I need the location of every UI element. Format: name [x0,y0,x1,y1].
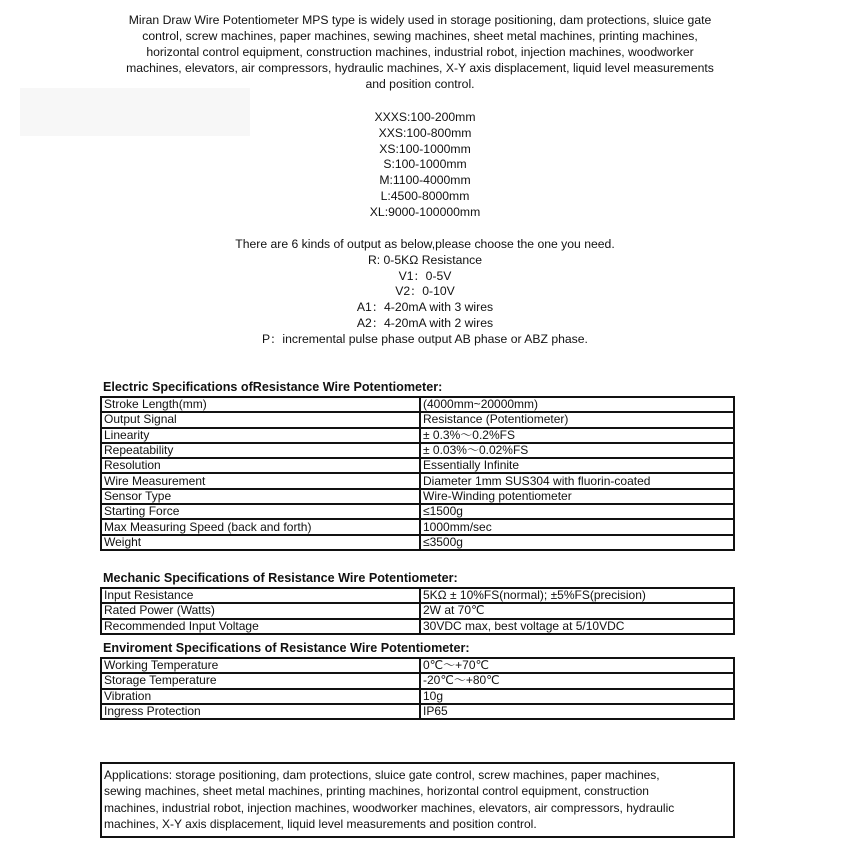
applications-line: machines, industrial robot, injection machines, woodworker machines, elevators, air compressors, hydraulic [104,800,675,815]
spec-value: Wire-Winding potentiometer [420,489,734,504]
intro-line: horizontal control equipment, construction machines, industrial robot, injection machines, woodworker [146,45,694,59]
table-row [101,535,734,550]
mechanic-spec-table [100,587,735,635]
applications-box [100,762,735,838]
table-row [101,428,734,443]
spec-key: Repeatability [101,443,420,458]
output-options [0,237,850,348]
spec-key: Rated Power (Watts) [101,603,420,618]
intro-line: control, screw machines, paper machines, sewing machines, sheet metal machines, printing machines, [142,29,698,43]
spec-key: Stroke Length(mm) [101,397,420,412]
applications-line: sewing machines, sheet metal machines, printing machines, horizontal control equipment, construction [104,784,649,799]
output-item: V2：0-10V [395,284,455,299]
spec-value: Essentially Infinite [420,458,734,473]
intro-line: Miran Draw Wire Potentiometer MPS type is widely used in storage positioning, dam protections, sluice gate [128,13,712,27]
spec-key: Input Resistance [101,588,420,603]
applications-line: Applications: storage positioning, dam protections, sluice gate control, screw machines, paper machines, [104,768,660,782]
table-row [101,504,734,519]
table-row [101,619,734,634]
output-heading: There are 6 kinds of output as below,please choose the one you need. [235,237,615,251]
table-row [101,397,734,412]
mechanic-spec-title: Mechanic Specifications of Resistance Wire Potentiometer: [103,571,458,585]
spec-key: Sensor Type [101,489,420,504]
range-item: XXS:100-800mm [378,125,472,140]
table-row [101,588,734,603]
spec-key: Wire Measurement [101,473,420,488]
intro-line: machines, elevators, air compressors, hydraulic machines, X-Y axis displacement, liquid level measurements [126,61,714,75]
spec-key: Max Measuring Speed (back and forth) [101,519,420,534]
stroke-range-list [0,110,850,221]
environment-spec-title: Enviroment Specifications of Resistance Wire Potentiometer: [103,641,470,655]
spec-key: Working Temperature [101,658,420,673]
table-row [101,603,734,618]
output-item: V1：0-5V [398,268,452,283]
spec-value: 1000mm/sec [420,519,734,534]
spec-key: Output Signal [101,412,420,427]
output-item: A1：4-20mA with 3 wires [356,300,494,315]
table-row [101,704,734,719]
table-row [101,443,734,458]
table-row [101,658,734,673]
range-item: XL:9000-100000mm [369,204,481,219]
intro-line: and position control. [365,77,475,91]
intro-paragraph [95,12,745,92]
output-item: A2：4-20mA with 2 wires [356,315,494,330]
environment-spec-table [100,657,735,720]
spec-value: IP65 [420,704,734,719]
spec-key: Starting Force [101,504,420,519]
spec-key: Vibration [101,689,420,704]
spec-key: Resolution [101,458,420,473]
table-row [101,458,734,473]
range-item: XS:100-1000mm [379,141,471,156]
range-item: S:100-1000mm [383,157,467,172]
electric-spec-table [100,396,735,551]
spec-value: Resistance (Potentiometer) [420,412,734,427]
table-row [101,489,734,504]
spec-value: Diameter 1mm SUS304 with fluorin-coated [420,473,734,488]
electric-spec-title: Electric Specifications ofResistance Wire Potentiometer: [103,380,443,394]
table-row [101,473,734,488]
spec-key: Ingress Protection [101,704,420,719]
spec-value: (4000mm~20000mm) [420,397,734,412]
spec-value: -20℃～+80℃ [420,673,734,688]
spec-value: 5KΩ ± 10%FS(normal); ±5%FS(precision) [420,588,734,603]
range-item: L:4500-8000mm [380,188,470,203]
table-row [101,689,734,704]
applications-line: machines, X-Y axis displacement, liquid level measurements and position control. [104,816,537,831]
spec-key: Weight [101,535,420,550]
spec-value: 10g [420,689,734,704]
range-item: XXXS:100-200mm [374,110,476,124]
spec-value: ± 0.3%～0.2%FS [420,428,734,443]
spec-value: 0℃～+70℃ [420,658,734,673]
spec-key: Recommended Input Voltage [101,619,420,634]
table-row [101,519,734,534]
spec-value: 2W at 70℃ [420,603,734,618]
table-row [101,673,734,688]
output-item: P：incremental pulse phase output AB phase or ABZ phase. [262,331,588,346]
spec-value: ± 0.03%～0.02%FS [420,443,734,458]
spec-value: 30VDC max, best voltage at 5/10VDC [420,619,734,634]
spec-key: Storage Temperature [101,673,420,688]
output-item: R: 0-5KΩ Resistance [367,252,483,267]
table-row [101,412,734,427]
range-item: M:1100-4000mm [379,173,471,188]
spec-value: ≤3500g [420,535,734,550]
spec-key: Linearity [101,428,420,443]
spec-value: ≤1500g [420,504,734,519]
